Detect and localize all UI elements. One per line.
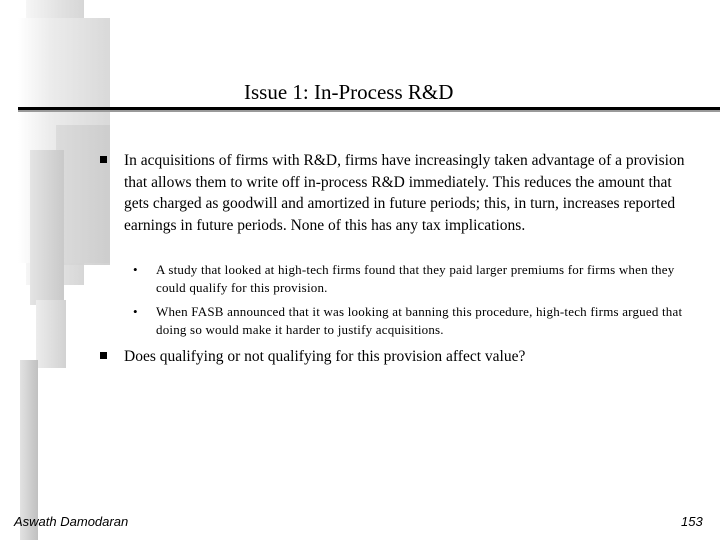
round-bullet-icon: •	[133, 304, 138, 319]
decorative-band	[56, 125, 110, 265]
square-bullet-icon	[100, 352, 107, 359]
page-number: 153	[681, 514, 703, 529]
decorative-band	[30, 150, 64, 305]
bullet-text: In acquisitions of firms with R&D, firms have increasingly taken advantage of a provision that allows them to write off in-process R&D immediately. This reduces the amount that gets charged as goodwill and amortized in future periods; this, in turn, increases reported earnings in future periods. None of this has any tax implications.	[124, 152, 685, 234]
bullet-text: Does qualifying or not qualifying for this provision affect value?	[124, 348, 526, 365]
square-bullet-icon	[100, 156, 107, 163]
slide-title: Issue 1: In-Process R&D	[244, 80, 454, 104]
decorative-band	[36, 300, 66, 368]
decorative-band	[20, 360, 38, 540]
title-underline-shadow	[18, 110, 720, 112]
round-bullet-icon: •	[133, 262, 138, 277]
footer-author: Aswath Damodaran	[14, 514, 129, 529]
sub-bullet-text: When FASB announced that it was looking at banning this procedure, high-tech firms argued that doing so would make it harder to justify acquisitions.	[156, 304, 683, 337]
sub-bullet-text: A study that looked at high-tech firms found that they paid larger premiums for firms when they could qualify for this provision.	[156, 262, 675, 295]
